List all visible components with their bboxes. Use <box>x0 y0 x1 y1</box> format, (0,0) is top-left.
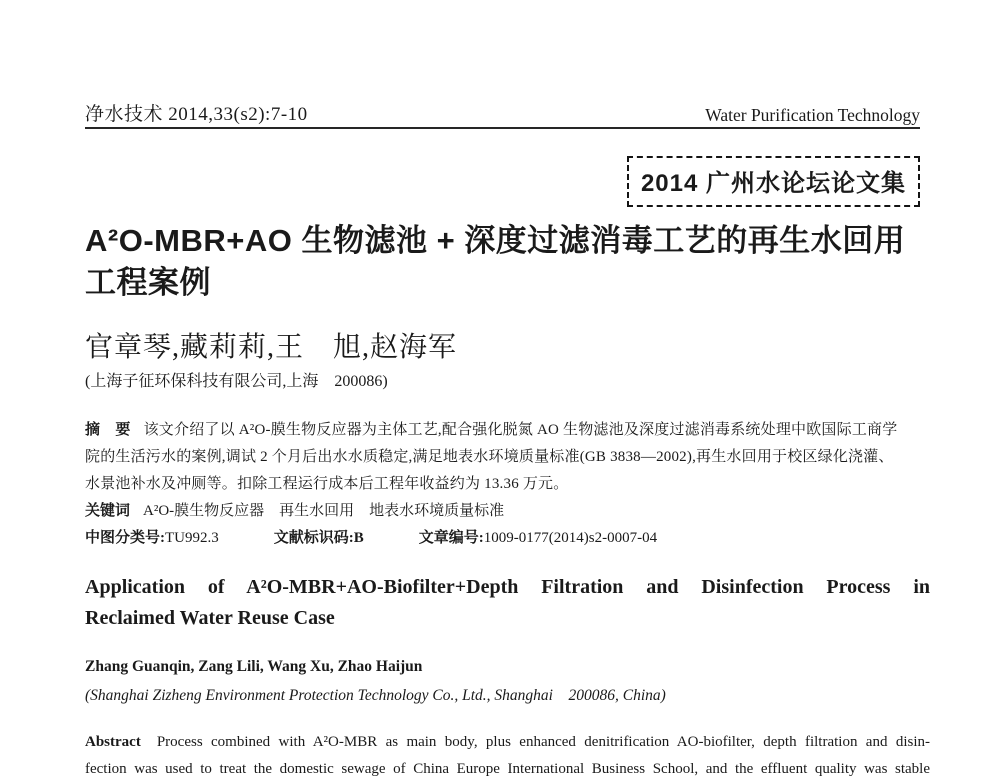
authors-en: Zhang Guanqin, Zang Lili, Wang Xu, Zhao Haijun <box>85 658 423 675</box>
doc-code-label: 文献标识码: <box>273 530 354 546</box>
abstract-en-label: Abstract <box>85 734 141 750</box>
proceedings-badge: 2014 广州水论坛论文集 <box>627 156 920 207</box>
doc-code-item <box>274 525 364 552</box>
article-id-label: 文章编号: <box>418 530 484 546</box>
doc-code-value: B <box>353 530 364 546</box>
classification-row <box>85 525 657 552</box>
abstract-cn-line1 <box>85 417 930 444</box>
clc-value: TU992.3 <box>165 530 219 546</box>
abstract-en-line1 <box>85 732 930 752</box>
journal-citation-cn: 净水技术 2014,33(s2):7-10 <box>85 104 308 125</box>
journal-title-en: Water Purification Technology <box>705 105 920 125</box>
page-header <box>85 99 920 126</box>
abstract-cn-line1-text: 该文介绍了以 A²O-膜生物反应器为主体工艺,配合强化脱氮 AO 生物滤池及深度过滤消毒系统处理中欧国际工商学 <box>143 422 898 438</box>
paper-title-cn-line1: A²O-MBR+AO 生物滤池 + 深度过滤消毒工艺的再生水回用 <box>85 223 906 258</box>
clc-label: 中图分类号: <box>85 530 165 546</box>
keywords-label: 关键词 <box>85 503 131 519</box>
abstract-en <box>85 732 930 779</box>
abstract-cn <box>85 417 930 498</box>
authors-cn: 官章琴,藏莉莉,王 旭,赵海军 <box>85 332 458 363</box>
article-id-item <box>419 525 657 552</box>
affiliation-cn: (上海子征环保科技有限公司,上海 200086) <box>85 373 388 390</box>
keywords-row <box>85 498 504 525</box>
article-id-value: 1009-0177(2014)s2-0007-04 <box>483 530 658 546</box>
affiliation-en: (Shanghai Zizheng Environment Protection Technology Co., Ltd., Shanghai 200086, China) <box>85 687 666 704</box>
abstract-en-text: Process combined with A²O-MBR as main body, plus enhanced denitrification AO-biofilter, depth filtration and disin- <box>156 734 930 750</box>
paper-title-cn-line2: 工程案例 <box>85 265 211 300</box>
paper-title-en-line2: Reclaimed Water Reuse Case <box>85 607 335 629</box>
keywords-text: A²O-膜生物反应器 再生水回用 地表水环境质量标准 <box>143 503 505 519</box>
abstract-cn-label: 摘 要 <box>85 422 131 438</box>
paper-title-en <box>85 572 930 634</box>
abstract-cn-line3: 水景池补水及冲厕等。扣除工程运行成本后工程年收益约为 13.36 万元。 <box>85 476 569 492</box>
paper-title-en-line1: Application of A²O-MBR+AO-Biofilter+Depth Filtration and Disinfection Process in <box>85 576 930 598</box>
abstract-en-clipped-line: fection was used to treat the domestic sewage of China Europe International Business School, and the effluent quality was stable <box>85 761 930 777</box>
clc-item <box>85 525 219 552</box>
header-rule <box>85 127 920 129</box>
abstract-cn-line2: 院的生活污水的案例,调试 2 个月后出水水质稳定,满足地表水环境质量标准(GB 3838—2002),再生水回用于校区绿化浇灌、 <box>85 449 894 465</box>
paper-title-cn <box>85 220 945 304</box>
